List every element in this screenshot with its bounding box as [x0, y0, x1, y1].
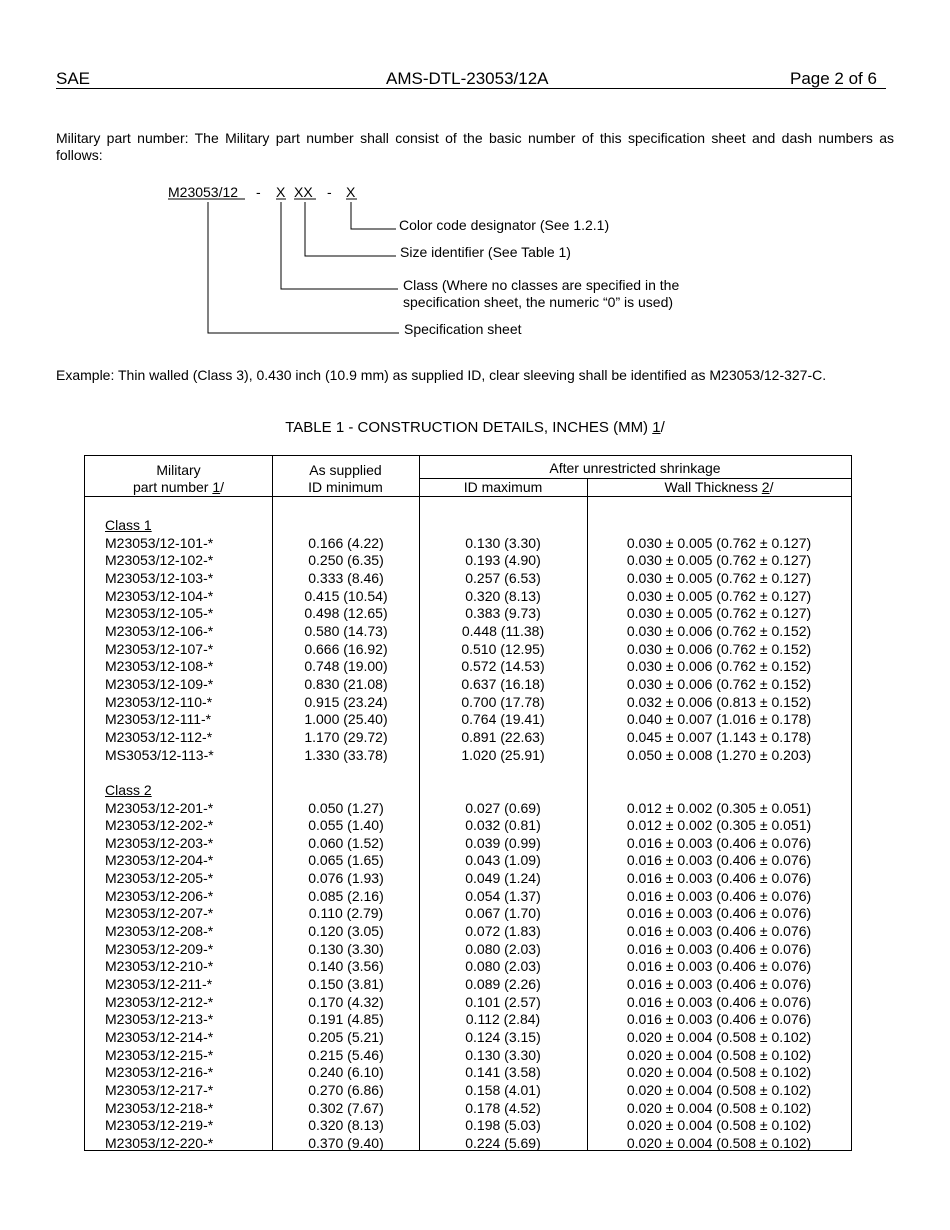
wall-thickness-cell: 0.016 ± 0.003 (0.406 ± 0.076) [626, 834, 812, 851]
table-row [85, 958, 851, 976]
wall-thickness-cell: 0.016 ± 0.003 (0.406 ± 0.076) [626, 887, 812, 904]
part-number-cell: M23053/12-210-* [105, 958, 214, 975]
class-label: Class 2 [105, 781, 152, 798]
id-maximum-cell: 0.130 (3.30) [465, 1046, 541, 1063]
id-maximum-cell: 0.032 (0.81) [465, 817, 541, 834]
id-minimum-cell: 0.065 (1.65) [308, 852, 384, 869]
example-paragraph: Example: Thin walled (Class 3), 0.430 inch (10.9 mm) as supplied ID, clear sleeving shall be identified as M23053/12-327-C. [56, 367, 827, 383]
wall-thickness-cell: 0.016 ± 0.003 (0.406 ± 0.076) [626, 905, 812, 922]
wall-thickness-cell: 0.012 ± 0.002 (0.305 ± 0.051) [626, 799, 812, 816]
id-maximum-cell: 0.039 (0.99) [465, 834, 541, 851]
wall-thickness-cell: 0.045 ± 0.007 (1.143 ± 0.178) [626, 728, 812, 745]
part-number-cell: M23053/12-104-* [105, 587, 214, 604]
id-maximum-cell: 0.158 (4.01) [465, 1082, 541, 1098]
label-size-identifier: Size identifier (See Table 1) [400, 244, 571, 260]
wall-thickness-cell: 0.030 ± 0.005 (0.762 ± 0.127) [626, 552, 812, 569]
part-number-cell: M23053/12-106-* [105, 622, 214, 639]
table-row [85, 1082, 851, 1100]
id-minimum-cell: 0.085 (2.16) [308, 887, 384, 904]
header-after-shrinkage: After unrestricted shrinkage [549, 460, 721, 476]
part-number-cell: M23053/12-110-* [105, 693, 213, 710]
id-maximum-cell: 0.510 (12.95) [461, 640, 545, 657]
label-spec-sheet: Specification sheet [404, 321, 522, 337]
part-number-cell: M23053/12-202-* [105, 817, 214, 834]
class-label: Class 1 [105, 517, 152, 533]
table-row [85, 800, 851, 818]
table-row [85, 1117, 851, 1135]
part-number-cell: M23053/12-109-* [105, 675, 214, 692]
label-class-line-1: Class (Where no classes are specified in the [403, 277, 680, 293]
part-number-cell: M23053/12-206-* [105, 887, 214, 904]
id-maximum-cell: 0.049 (1.24) [465, 870, 541, 887]
wall-thickness-cell: 0.016 ± 0.003 (0.406 ± 0.076) [626, 852, 812, 869]
table-row [85, 747, 851, 765]
header-left: SAE [56, 69, 91, 88]
part-number-cell: M23053/12-111-* [105, 711, 212, 728]
part-number-cell: M23053/12-207-* [105, 905, 214, 922]
part-number-cell: M23053/12-112-* [105, 728, 213, 745]
id-maximum-cell: 0.448 (11.38) [461, 622, 545, 639]
part-number-cell: M23053/12-105-* [105, 605, 214, 622]
id-minimum-cell: 0.050 (1.27) [308, 799, 384, 816]
wall-thickness-cell: 0.030 ± 0.005 (0.762 ± 0.127) [626, 534, 812, 551]
wall-thickness-cell: 0.030 ± 0.006 (0.762 ± 0.152) [626, 622, 812, 639]
part-number-cell: M23053/12-216-* [105, 1064, 214, 1081]
wall-thickness-cell: 0.016 ± 0.003 (0.406 ± 0.076) [626, 1011, 812, 1028]
id-minimum-cell: 0.215 (5.46) [308, 1046, 384, 1063]
wall-thickness-cell: 0.016 ± 0.003 (0.406 ± 0.076) [626, 976, 812, 993]
id-minimum-cell: 0.055 (1.40) [308, 817, 384, 834]
wall-thickness-cell: 0.040 ± 0.007 (1.016 ± 0.178) [626, 711, 812, 728]
part-number-cell: M23053/12-101-* [105, 534, 214, 551]
table-row [85, 941, 851, 959]
table-row [85, 1047, 851, 1065]
part-number-cell: M23053/12-217-* [105, 1082, 214, 1098]
class-label-row [85, 517, 851, 535]
wall-thickness-cell: 0.020 ± 0.004 (0.508 ± 0.102) [626, 1082, 812, 1098]
id-maximum-cell: 0.637 (16.18) [461, 675, 545, 692]
table-row [85, 817, 851, 835]
part-number-diagram [0, 0, 950, 360]
label-class-line-2: specification sheet, the numeric “0” is used) [403, 294, 674, 310]
part-number-cell: M23053/12-219-* [105, 1117, 214, 1134]
header-military-part-number: Military part number 1/ [132, 462, 225, 495]
class-label-row [85, 782, 851, 800]
id-minimum-cell: 1.330 (33.78) [304, 746, 388, 763]
id-minimum-cell: 0.270 (6.86) [308, 1082, 384, 1098]
leader-class [281, 202, 398, 289]
id-maximum-cell: 0.891 (22.63) [461, 728, 545, 745]
leader-color [351, 202, 396, 229]
part-number-cell: M23053/12-215-* [105, 1046, 214, 1063]
id-maximum-cell: 0.193 (4.90) [465, 552, 541, 569]
id-maximum-cell: 0.101 (2.57) [465, 993, 541, 1010]
diagram-color-x: X [346, 184, 356, 200]
wall-thickness-cell: 0.016 ± 0.003 (0.406 ± 0.076) [626, 923, 812, 940]
table-row [85, 570, 851, 588]
part-number-cell: M23053/12-212-* [105, 993, 214, 1010]
id-minimum-cell: 0.415 (10.54) [304, 587, 388, 604]
intro-paragraph: Military part number: The Military part number shall consist of the basic number of this specification sheet and dash numbers as follows: [56, 130, 894, 163]
wall-thickness-cell: 0.050 ± 0.008 (1.270 ± 0.203) [626, 746, 812, 763]
id-minimum-cell: 0.191 (4.85) [308, 1011, 384, 1028]
wall-thickness-cell: 0.020 ± 0.004 (0.508 ± 0.102) [626, 1029, 812, 1046]
id-minimum-cell: 0.370 (9.40) [308, 1134, 384, 1151]
id-maximum-cell: 0.198 (5.03) [465, 1117, 541, 1134]
id-minimum-cell: 0.250 (6.35) [308, 552, 384, 569]
table-row [85, 605, 851, 623]
id-minimum-cell: 0.170 (4.32) [308, 993, 384, 1010]
id-minimum-cell: 0.498 (12.65) [304, 605, 388, 622]
id-maximum-cell: 0.764 (19.41) [461, 711, 545, 728]
id-minimum-cell: 0.333 (8.46) [308, 569, 384, 586]
id-minimum-cell: 0.666 (16.92) [304, 640, 388, 657]
wall-thickness-cell: 0.030 ± 0.006 (0.762 ± 0.152) [626, 658, 812, 675]
id-minimum-cell: 0.166 (4.22) [308, 534, 384, 551]
table-row [85, 676, 851, 694]
id-maximum-cell: 0.320 (8.13) [465, 587, 541, 604]
table-row [85, 588, 851, 606]
table-title: TABLE 1 - CONSTRUCTION DETAILS, INCHES (MM) 1/ [285, 419, 665, 436]
id-minimum-cell: 0.320 (8.13) [308, 1117, 384, 1134]
id-minimum-cell: 0.302 (7.67) [308, 1099, 384, 1116]
id-minimum-cell: 0.150 (3.81) [308, 976, 384, 993]
part-number-cell: M23053/12-201-* [105, 799, 214, 816]
table-row [85, 623, 851, 641]
diagram-dash-1: - [256, 184, 261, 200]
id-minimum-cell: 0.076 (1.93) [308, 870, 384, 887]
leader-spec [208, 202, 399, 333]
wall-thickness-cell: 0.020 ± 0.004 (0.508 ± 0.102) [626, 1099, 812, 1116]
table-row [85, 852, 851, 870]
wall-thickness-cell: 0.016 ± 0.003 (0.406 ± 0.076) [626, 940, 812, 957]
id-minimum-cell: 0.915 (23.24) [304, 693, 388, 710]
id-minimum-cell: 0.240 (6.10) [308, 1064, 384, 1081]
table-row [85, 923, 851, 941]
id-maximum-cell: 0.572 (14.53) [461, 658, 545, 675]
header-id-maximum: ID maximum [463, 479, 543, 495]
table-row [85, 552, 851, 570]
wall-thickness-cell: 0.016 ± 0.003 (0.406 ± 0.076) [626, 870, 812, 887]
part-number-cell: M23053/12-211-* [105, 976, 213, 993]
table-row [85, 870, 851, 888]
id-maximum-cell: 0.072 (1.83) [465, 923, 541, 940]
id-minimum-cell: 0.120 (3.05) [308, 923, 384, 940]
header-as-supplied-id: As supplied ID minimum [308, 462, 383, 495]
table-row [85, 835, 851, 853]
id-minimum-cell: 0.580 (14.73) [304, 622, 388, 639]
part-number-cell: M23053/12-218-* [105, 1099, 214, 1116]
id-maximum-cell: 0.141 (3.58) [465, 1064, 541, 1081]
table-body [85, 517, 851, 1153]
id-maximum-cell: 0.257 (6.53) [465, 569, 541, 586]
wall-thickness-cell: 0.030 ± 0.006 (0.762 ± 0.152) [626, 640, 812, 657]
id-maximum-cell: 0.178 (4.52) [465, 1099, 541, 1116]
part-number-cell: MS3053/12-113-* [105, 746, 214, 763]
table-row [85, 1029, 851, 1047]
part-number-cell: M23053/12-220-* [105, 1134, 214, 1151]
id-minimum-cell: 0.060 (1.52) [308, 834, 384, 851]
wall-thickness-cell: 0.030 ± 0.005 (0.762 ± 0.127) [626, 587, 812, 604]
table-row [85, 1100, 851, 1118]
table-row [85, 905, 851, 923]
table-row [85, 535, 851, 553]
part-number-cell: M23053/12-209-* [105, 940, 214, 957]
id-maximum-cell: 0.043 (1.09) [465, 852, 541, 869]
part-number-cell: M23053/12-208-* [105, 923, 214, 940]
id-minimum-cell: 0.140 (3.56) [308, 958, 384, 975]
header-page-number: Page 2 of 6 [790, 69, 877, 88]
id-minimum-cell: 0.130 (3.30) [308, 940, 384, 957]
wall-thickness-cell: 0.020 ± 0.004 (0.508 ± 0.102) [626, 1046, 812, 1063]
id-maximum-cell: 0.067 (1.70) [465, 905, 541, 922]
id-maximum-cell: 0.089 (2.26) [465, 976, 541, 993]
table-title-footnote: 1 [652, 419, 661, 436]
id-minimum-cell: 0.205 (5.21) [308, 1029, 384, 1046]
table-row [85, 888, 851, 906]
diagram-dash-2: - [327, 184, 332, 200]
id-maximum-cell: 0.124 (3.15) [465, 1029, 541, 1046]
table-row [85, 1135, 851, 1153]
id-maximum-cell: 0.112 (2.84) [465, 1011, 541, 1028]
table-row [85, 1011, 851, 1029]
id-maximum-cell: 0.383 (9.73) [465, 605, 541, 622]
wall-thickness-cell: 0.030 ± 0.005 (0.762 ± 0.127) [626, 605, 812, 622]
table-row [85, 1064, 851, 1082]
diagram-size-xx: XX [294, 184, 313, 200]
part-number-cell: M23053/12-204-* [105, 852, 214, 869]
id-maximum-cell: 1.020 (25.91) [461, 746, 545, 763]
id-minimum-cell: 0.748 (19.00) [304, 658, 388, 675]
diagram-class-x: X [276, 184, 286, 200]
id-maximum-cell: 0.130 (3.30) [465, 534, 541, 551]
wall-thickness-cell: 0.016 ± 0.003 (0.406 ± 0.076) [626, 993, 812, 1010]
id-maximum-cell: 0.080 (2.03) [465, 958, 541, 975]
wall-thickness-cell: 0.012 ± 0.002 (0.305 ± 0.051) [626, 817, 812, 834]
table-row [85, 694, 851, 712]
header-document-id: AMS-DTL-23053/12A [386, 69, 549, 88]
part-number-cell: M23053/12-203-* [105, 834, 214, 851]
table-row [85, 641, 851, 659]
id-maximum-cell: 0.054 (1.37) [465, 887, 541, 904]
wall-thickness-cell: 0.020 ± 0.004 (0.508 ± 0.102) [626, 1064, 812, 1081]
id-minimum-cell: 1.000 (25.40) [304, 711, 388, 728]
construction-details-table [84, 455, 852, 1151]
table-row [85, 658, 851, 676]
id-minimum-cell: 0.110 (2.79) [308, 905, 384, 922]
part-number-cell: M23053/12-103-* [105, 569, 214, 586]
id-maximum-cell: 0.224 (5.69) [465, 1134, 541, 1151]
spacer-row [85, 764, 851, 782]
part-number-cell: M23053/12-213-* [105, 1011, 214, 1028]
label-color-code: Color code designator (See 1.2.1) [399, 217, 610, 233]
table-row [85, 729, 851, 747]
wall-thickness-cell: 0.030 ± 0.005 (0.762 ± 0.127) [626, 569, 812, 586]
part-number-cell: M23053/12-102-* [105, 552, 214, 569]
wall-thickness-cell: 0.020 ± 0.004 (0.508 ± 0.102) [626, 1117, 812, 1134]
id-minimum-cell: 0.830 (21.08) [304, 675, 388, 692]
part-number-cell: M23053/12-214-* [105, 1029, 214, 1046]
table-row [85, 711, 851, 729]
wall-thickness-cell: 0.032 ± 0.006 (0.813 ± 0.152) [626, 693, 812, 710]
table-row [85, 994, 851, 1012]
id-minimum-cell: 1.170 (29.72) [304, 728, 388, 745]
id-maximum-cell: 0.700 (17.78) [461, 693, 545, 710]
wall-thickness-cell: 0.016 ± 0.003 (0.406 ± 0.076) [626, 958, 812, 975]
part-number-cell: M23053/12-108-* [105, 658, 214, 675]
wall-thickness-cell: 0.030 ± 0.006 (0.762 ± 0.152) [626, 675, 812, 692]
part-number-cell: M23053/12-205-* [105, 870, 214, 887]
table-row [85, 976, 851, 994]
wall-thickness-cell: 0.020 ± 0.004 (0.508 ± 0.102) [626, 1134, 812, 1151]
id-maximum-cell: 0.027 (0.69) [465, 799, 541, 816]
part-number-cell: M23053/12-107-* [105, 640, 214, 657]
header-wall-thickness: Wall Thickness 2/ [664, 479, 774, 495]
diagram-base-number: M23053/12 [168, 184, 239, 200]
id-maximum-cell: 0.080 (2.03) [465, 940, 541, 957]
